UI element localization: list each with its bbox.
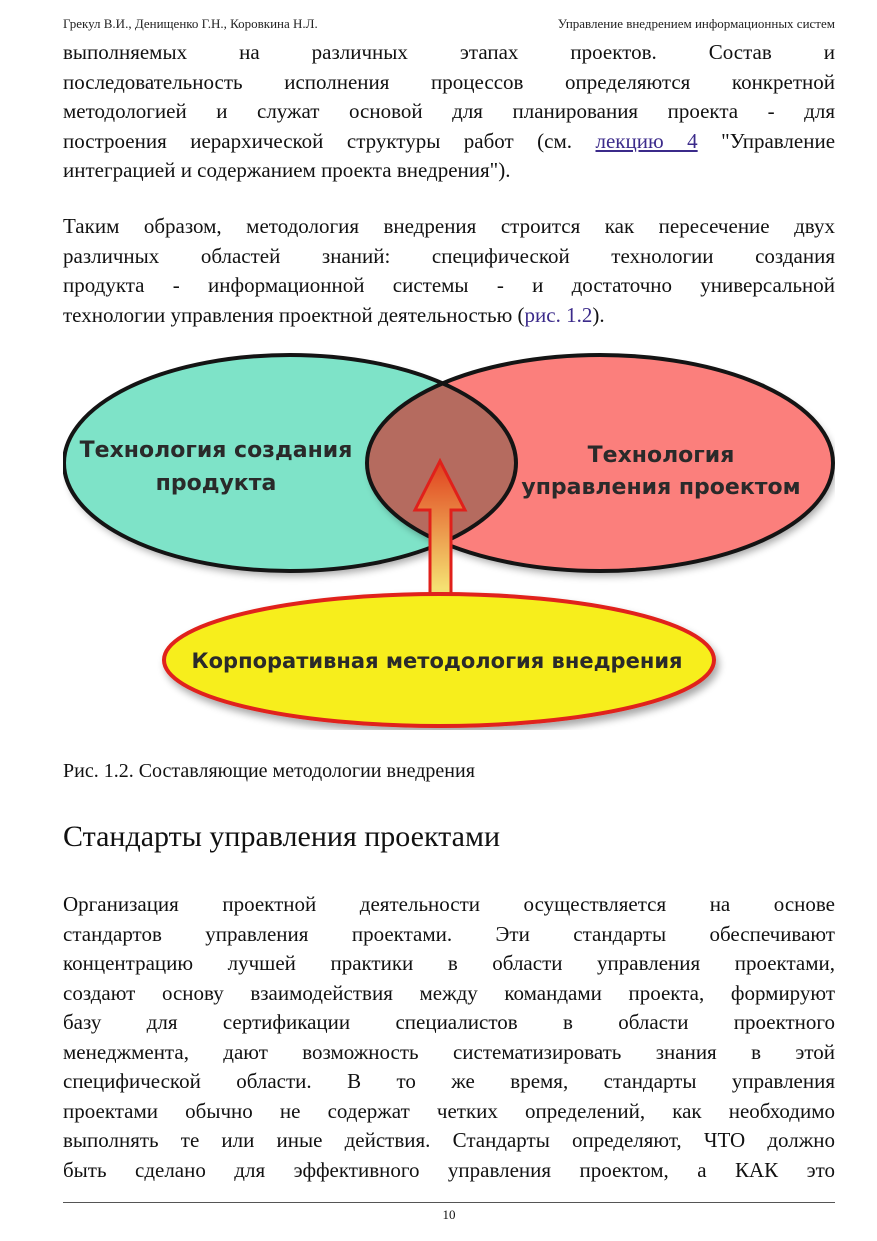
venn-diagram [63, 348, 835, 730]
running-header [63, 16, 835, 32]
footer-rule [63, 1202, 835, 1203]
para3-line: специфической области. В то же время, стандарты управления [63, 1069, 835, 1093]
para3-line: выполнять те или иные действия. Стандарты определяют, ЧТО должно [63, 1128, 835, 1152]
header-authors: Грекул В.И., Денищенко Г.Н., Коровкина Н.Л. [63, 16, 318, 31]
section-title: Стандарты управления проектами [63, 820, 500, 853]
left-label-line-2: продукта [155, 471, 277, 496]
left-label-line-1: Технология создания [79, 438, 353, 463]
para1-line: выполняемых на различных этапах проектов. Состав и [63, 40, 835, 64]
paragraph-2 [63, 212, 835, 330]
document-page [63, 0, 835, 1241]
paragraph-3 [63, 890, 835, 1185]
header-title: Управление внедрением информационных систем [557, 16, 835, 31]
para1-line4-start: построения иерархической структуры работ (см. [63, 128, 596, 153]
para3-line: Организация проектной деятельности осуществляется на основе [63, 892, 835, 916]
para1-line: интеграцией и содержанием проекта внедрения"). [63, 158, 511, 182]
right-label-line-1: Технология [587, 443, 735, 468]
para3-line: проектами обычно не содержат четких определений, как необходимо [63, 1098, 835, 1123]
right-label-line-2: управления проектом [521, 475, 801, 500]
figure-caption: Рис. 1.2. Составляющие методологии внедрения [63, 760, 475, 782]
paragraph-1 [63, 38, 835, 186]
figure-1-2-link[interactable]: рис. 1.2 [524, 302, 593, 327]
lecture-4-link[interactable]: лекцию 4 [595, 128, 698, 153]
venn-figure [63, 348, 835, 730]
para2-line4-start: технологии управления проектной деятельностью ( [63, 302, 525, 327]
para3-line: стандартов управления проектами. Эти стандарты обеспечивают [63, 921, 835, 946]
para2-line [63, 301, 835, 331]
para3-line: быть сделано для эффективного управления проектом, а КАК это [63, 1157, 835, 1182]
para2-line4-end: ). [592, 302, 605, 327]
page-number: 10 [442, 1207, 456, 1222]
para1-line [63, 127, 835, 157]
para2-line: продукта - информационной системы - и достаточно универсальной [63, 273, 835, 297]
para3-line: создают основу взаимодействия между командами проекта, формируют [63, 980, 835, 1005]
para2-line: различных областей знаний: специфической технологии создания [63, 243, 835, 268]
para1-line: методологией и служат основой для планирования проекта - для [63, 99, 835, 123]
para3-line: базу для сертификации специалистов в области проектного [63, 1010, 835, 1034]
para3-line: менеджмента, дают возможность систематизировать знания в этой [63, 1039, 835, 1064]
para2-line: Таким образом, методология внедрения строится как пересечение двух [63, 214, 835, 238]
para3-line: концентрацию лучшей практики в области управления проектами, [63, 951, 835, 975]
bottom-label: Корпоративная методология внедрения [191, 649, 683, 673]
para1-line4-end: "Управление [697, 128, 835, 153]
para1-line: последовательность исполнения процессов определяются конкретной [63, 69, 835, 94]
